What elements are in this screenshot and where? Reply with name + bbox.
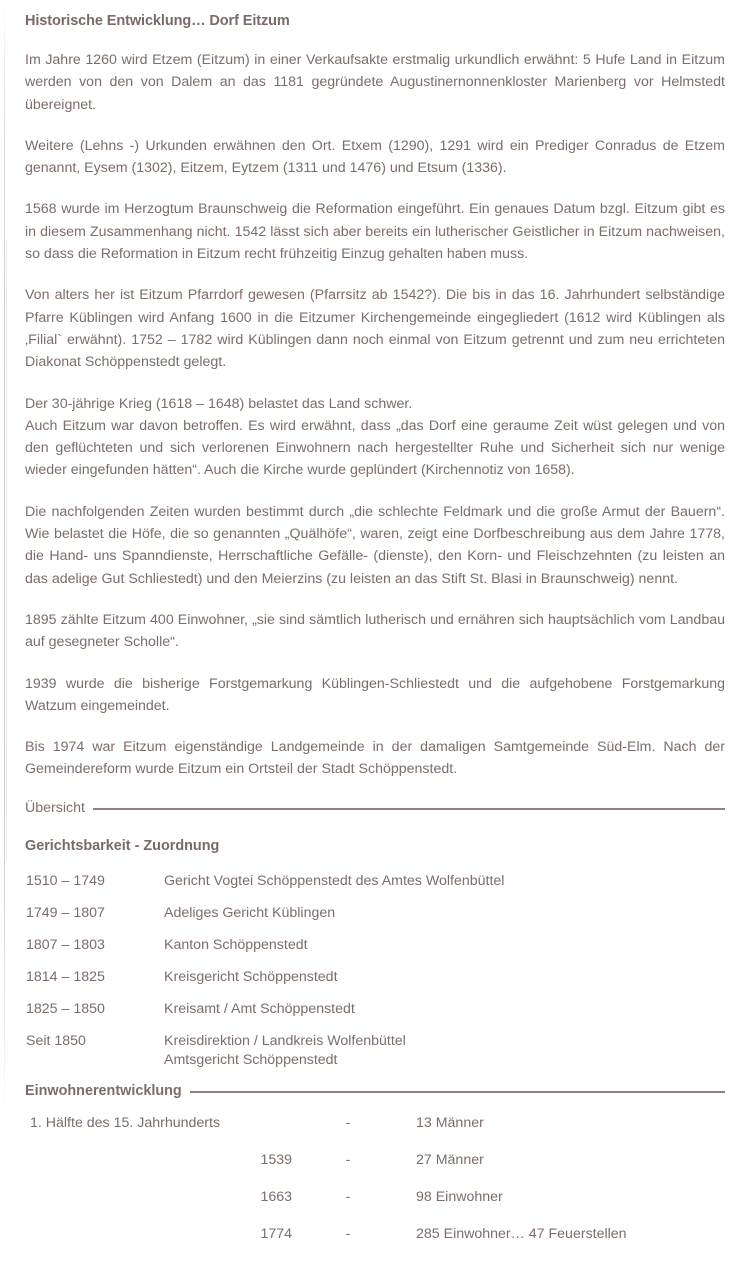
paragraph-reformation: 1568 wurde im Herzogtum Braunschweig die Reformation eingeführt. Ein genaues Datum bzgl. Eitzum gibt es in diesem Zusammenhang nicht. 1542 lässt sich aber bereits ein lutherischer Geistlicher in Eitzum nachweisen, so dass die Reformation in Eitzum recht frühzeitig Einzug gehalten haben muss. (25, 201, 725, 263)
paragraph-thirty-years-war-detail: Auch Eitzum war davon betroffen. Es wird erwähnt, dass „das Dorf eine geraume Zeit wüst gelegen und von den geflüchteten und sich verlorenen Einwohnern nach hergestellter Ruhe und Sicherheit sich nur wenige wieder eingefunden hätten“. Auch die Kirche wurde geplündert (Kirchennotiz von 1658). (25, 417, 725, 479)
horizontal-rule (190, 1091, 725, 1093)
paragraph-name-variants: Weitere (Lehns -) Urkunden erwähnen den Ort. Etxem (1290), 1291 wird ein Prediger Conradus de Etzem genannt, Eysem (1302), Eitzem, Eytzem (1311 und 1476) und Etsum (1336). (25, 137, 725, 177)
paragraph-1895-population: 1895 zählte Eitzum 400 Einwohner, „sie sind sämtlich lutherisch und ernähren sich hauptsächlich vom Landbau auf gesegneter Scholle“. (25, 611, 725, 651)
population-dash: - (345, 1225, 351, 1242)
paragraph-thirty-years-war-intro: Der 30-jährige Krieg (1618 – 1648) belastet das Land schwer. (25, 395, 413, 412)
paragraph-origin-1260: Im Jahre 1260 wird Etzem (Eitzum) in einer Verkaufsakte erstmalig urkundlich erwähnt: 5 Hufe Land in Eitzum werden von den von Dalem an das 1181 gegründete Augustinernonnenkloster Marienberg vor Helmstedt übereignet. (25, 52, 725, 113)
table-row (25, 872, 504, 904)
population-value: 98 Einwohner (416, 1188, 503, 1205)
jurisdiction-period: 1825 – 1850 (26, 1000, 105, 1017)
population-value: 13 Männer (416, 1114, 484, 1131)
population-dash: - (345, 1188, 351, 1205)
overview-label: Übersicht (25, 799, 85, 816)
population-value: 27 Männer (416, 1151, 484, 1168)
jurisdiction-court: Kreisamt / Amt Schöppenstedt (164, 1000, 355, 1017)
page-title: Historische Entwicklung… Dorf Eitzum (25, 13, 290, 29)
jurisdiction-period: Seit 1850 (26, 1032, 86, 1049)
table-row (25, 1032, 504, 1083)
section-heading-overview (25, 800, 725, 816)
population-year: 1663 (260, 1188, 292, 1205)
table-row (25, 936, 504, 968)
jurisdiction-court: Kanton Schöppenstedt (164, 936, 308, 953)
table-row (25, 968, 504, 1000)
jurisdiction-court-line1: Kreisdirektion / Landkreis Wolfenbüttel (164, 1032, 406, 1049)
jurisdiction-table (25, 872, 504, 1083)
jurisdiction-period: 1807 – 1803 (26, 936, 105, 953)
table-row (25, 1188, 725, 1225)
table-row (25, 1225, 725, 1262)
paragraph-poverty-and-duties: Die nachfolgenden Zeiten wurden bestimmt durch „die schlechte Feldmark und die große Armut der Bauern“. Wie belastet die Höfe, die so genannten „Quälhöfe“, waren, zeigt eine Dorfbeschreibung aus dem Jahre 1778, die Hand- uns Spanndienste, Herrschaftliche Gefälle- (dienste), den Korn- und Fleischzehnten (zu leisten an das adelige Gut Schliestedt) und den Meierzins (zu leisten an das Stift St. Blasi in Braunschweig) nennt. (25, 503, 725, 587)
paragraph-1974-municipality: Bis 1974 war Eitzum eigenständige Landgemeinde in der damaligen Samtgemeinde Süd-Elm. Nach der Gemeindereform wurde Eitzum ein Ortsteil der Stadt Schöppenstedt. (25, 739, 725, 778)
jurisdiction-period: 1510 – 1749 (26, 872, 105, 889)
population-label: Einwohnerentwicklung (25, 1082, 182, 1099)
jurisdiction-court: Adeliges Gericht Küblingen (164, 904, 336, 921)
jurisdiction-period: 1749 – 1807 (26, 904, 105, 921)
population-year: 1774 (260, 1225, 292, 1242)
population-value: 285 Einwohner… 47 Feuerstellen (416, 1225, 627, 1242)
population-dash: - (345, 1114, 351, 1131)
jurisdiction-court: Gericht Vogtei Schöppenstedt des Amtes Wolfenbüttel (164, 872, 505, 889)
table-row (25, 904, 504, 936)
jurisdiction-period: 1814 – 1825 (26, 968, 105, 985)
jurisdiction-court (154, 1032, 504, 1083)
table-row (25, 1151, 725, 1188)
horizontal-rule (93, 808, 725, 810)
subheading-jurisdiction: Gerichtsbarkeit - Zuordnung (25, 837, 220, 854)
paragraph-1939-forest-districts: 1939 wurde die bisherige Forstgemarkung Küblingen-Schliestedt und die aufgehobene Forstgemarkung Watzum eingemeindet. (25, 675, 725, 714)
section-heading-population (25, 1083, 725, 1099)
population-table (25, 1114, 725, 1262)
population-year: 1. Hälfte des 15. Jahrhunderts (30, 1114, 221, 1131)
population-dash: - (345, 1151, 351, 1168)
jurisdiction-court-line2: Amtsgericht Schöppenstedt (164, 1051, 338, 1068)
jurisdiction-court: Kreisgericht Schöppenstedt (164, 968, 338, 985)
table-row (25, 1114, 725, 1151)
paragraph-parish-history: Von alters her ist Eitzum Pfarrdorf gewesen (Pfarrsitz ab 1542?). Die bis in das 16. Jahrhundert selbständige Pfarre Küblingen wird Anfang 1600 in die Eitzumer Kirchengemeinde eingegliedert (1612 wird Küblingen als ‚Filial` erwähnt). 1752 – 1782 wird Küblingen dann noch einmal von Eitzum getrennt und zum neu errichteten Diakonat Schöppenstedt gelegt. (25, 287, 725, 371)
population-year: 1539 (260, 1151, 292, 1168)
table-row (25, 1000, 504, 1032)
